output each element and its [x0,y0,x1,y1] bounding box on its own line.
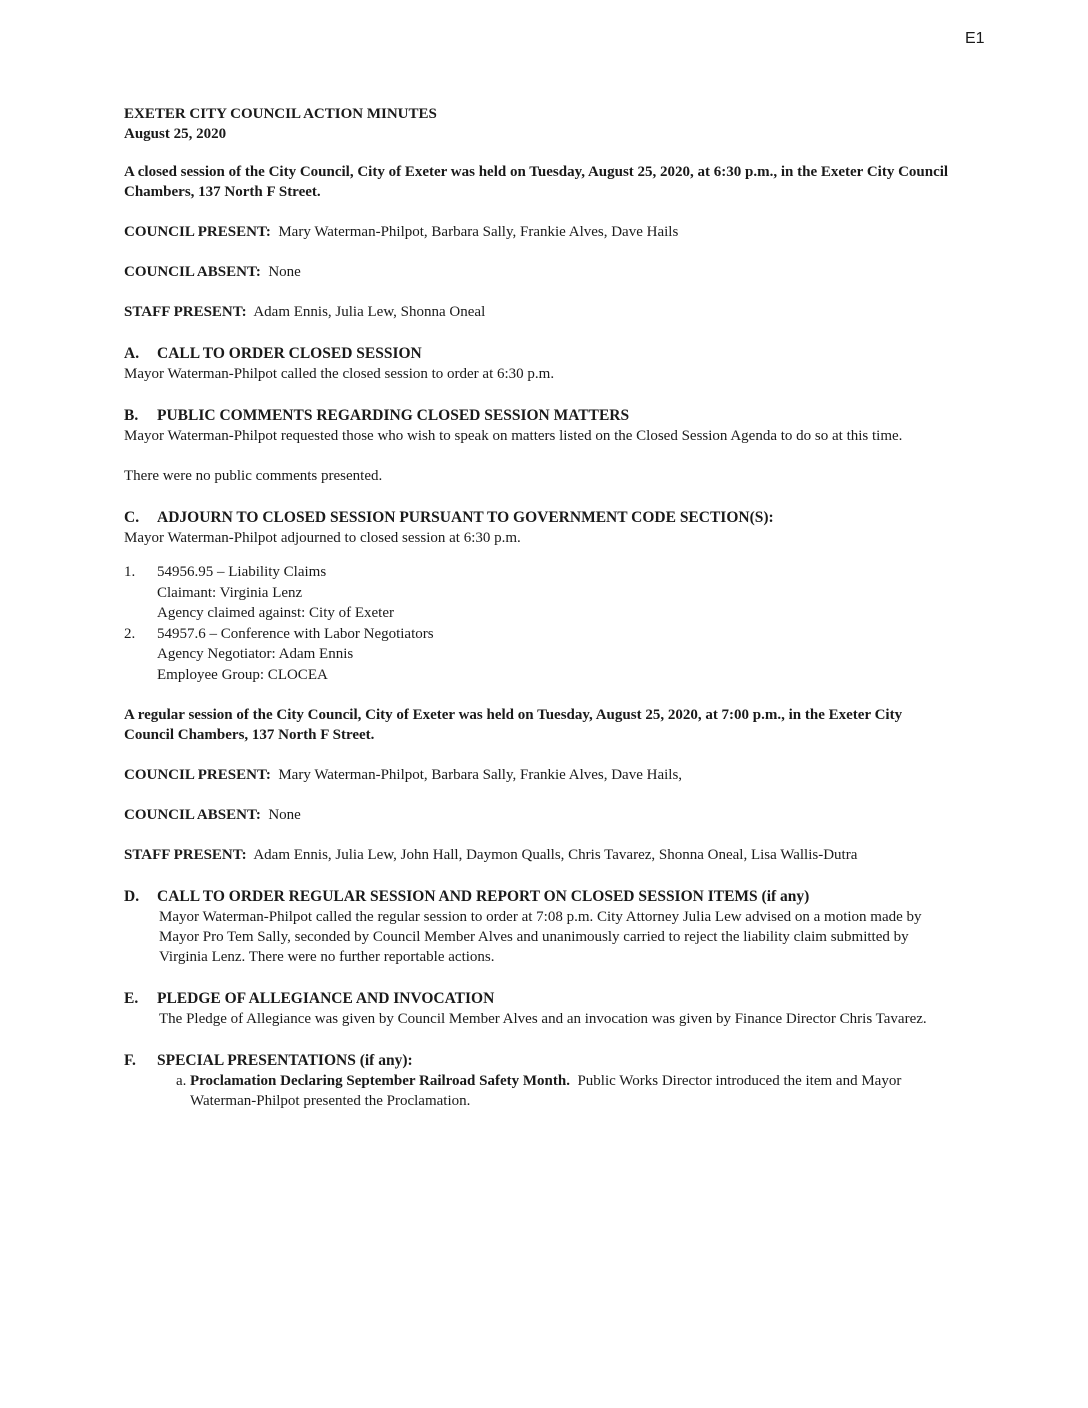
staff-present-names: Adam Ennis, Julia Lew, Shonna Oneal [253,304,486,320]
closed-session-intro: A closed session of the City Council, City of Exeter was held on Tuesday, August 25, 2020, at 6:30 p.m., in the Exeter City Council Chambers, 137 North F Street. [124,164,949,200]
section-b [124,406,952,486]
council-absent-label: COUNCIL ABSENT: [124,264,261,280]
staff-present-names: Adam Ennis, Julia Lew, John Hall, Daymon Qualls, Chris Tavarez, Shonna Oneal, Lisa Wallis-Dutra [253,847,858,863]
staff-present-label: STAFF PRESENT: [124,847,247,863]
council-present-label: COUNCIL PRESENT: [124,224,271,240]
document-date: August 25, 2020 [124,126,227,142]
council-absent-names: None [268,807,301,823]
document-title: EXETER CITY COUNCIL ACTION MINUTES [124,106,437,122]
closed-staff-present [124,302,952,322]
section-b-text-2: There were no public comments presented. [124,468,383,484]
section-e-text: The Pledge of Allegiance was given by Council Member Alves and an invocation was given by Finance Director Chris Tavarez. [159,1011,927,1027]
section-e [124,989,952,1029]
section-a-heading: A. CALL TO ORDER CLOSED SESSION [124,345,422,362]
regular-session-intro: A regular session of the City Council, City of Exeter was held on Tuesday, August 25, 2020, at 7:00 p.m., in the Exeter City Council Chambers, 137 North F Street. [124,707,903,743]
section-d [124,887,952,967]
section-b-text: Mayor Waterman-Philpot requested those who wish to speak on matters listed on the Closed Session Agenda to do so at this time. [124,428,903,444]
regular-staff-present [124,845,952,865]
closed-council-absent [124,262,952,282]
list-item: 1. 54956.95 – Liability Claims Claimant: Virginia Lenz Agency claimed against: City of Exeter [124,564,395,621]
council-present-names: Mary Waterman-Philpot, Barbara Sally, Frankie Alves, Dave Hails, [278,767,683,783]
section-a-text: Mayor Waterman-Philpot called the closed session to order at 6:30 p.m. [124,366,555,382]
proclamation-text: Public Works Director introduced the item and Mayor Waterman-Philpot presented the Proclamation. [190,1073,902,1109]
closed-session-items [124,562,952,685]
council-present-names: Mary Waterman-Philpot, Barbara Sally, Frankie Alves, Dave Hails [278,224,679,240]
council-present-label: COUNCIL PRESENT: [124,767,271,783]
council-absent-label: COUNCIL ABSENT: [124,807,261,823]
section-b-heading: B. PUBLIC COMMENTS REGARDING CLOSED SESSION MATTERS [124,407,630,424]
list-item: 2. 54957.6 – Conference with Labor Negotiators Agency Negotiator: Adam Ennis Employee Group: CLOCEA [124,625,434,683]
section-f-heading: F. SPECIAL PRESENTATIONS (if any): [124,1052,413,1069]
section-c-heading: C. ADJOURN TO CLOSED SESSION PURSUANT TO GOVERNMENT CODE SECTION(S): [124,509,774,526]
section-c-text: Mayor Waterman-Philpot adjourned to closed session at 6:30 p.m. [124,530,521,546]
section-d-heading: D. CALL TO ORDER REGULAR SESSION AND REPORT ON CLOSED SESSION ITEMS (if any) [124,888,810,905]
regular-council-present [124,765,952,785]
regular-council-absent [124,805,952,825]
section-a [124,344,952,384]
staff-present-label: STAFF PRESENT: [124,304,247,320]
section-d-text: Mayor Waterman-Philpot called the regular session to order at 7:08 p.m. City Attorney Julia Lew advised on a motion made by Mayor Pro Tem Sally, seconded by Council Member Alves and unanimously carried to reject the liability claim submitted by Virginia Lenz. There were no further reportable actions. [159,909,922,965]
section-f [124,1051,952,1111]
special-presentation-item: a. Proclamation Declaring September Railroad Safety Month. Public Works Director introduced the item and Mayor Waterman-Philpot presented the Proclamation. [176,1073,902,1109]
proclamation-title: Proclamation Declaring September Railroad Safety Month. [190,1073,570,1089]
section-c [124,508,952,685]
minutes-document [124,104,952,1111]
section-e-heading: E. PLEDGE OF ALLEGIANCE AND INVOCATION [124,990,495,1007]
page-number: E1 [965,30,985,47]
council-absent-names: None [268,264,301,280]
closed-council-present [124,222,952,242]
